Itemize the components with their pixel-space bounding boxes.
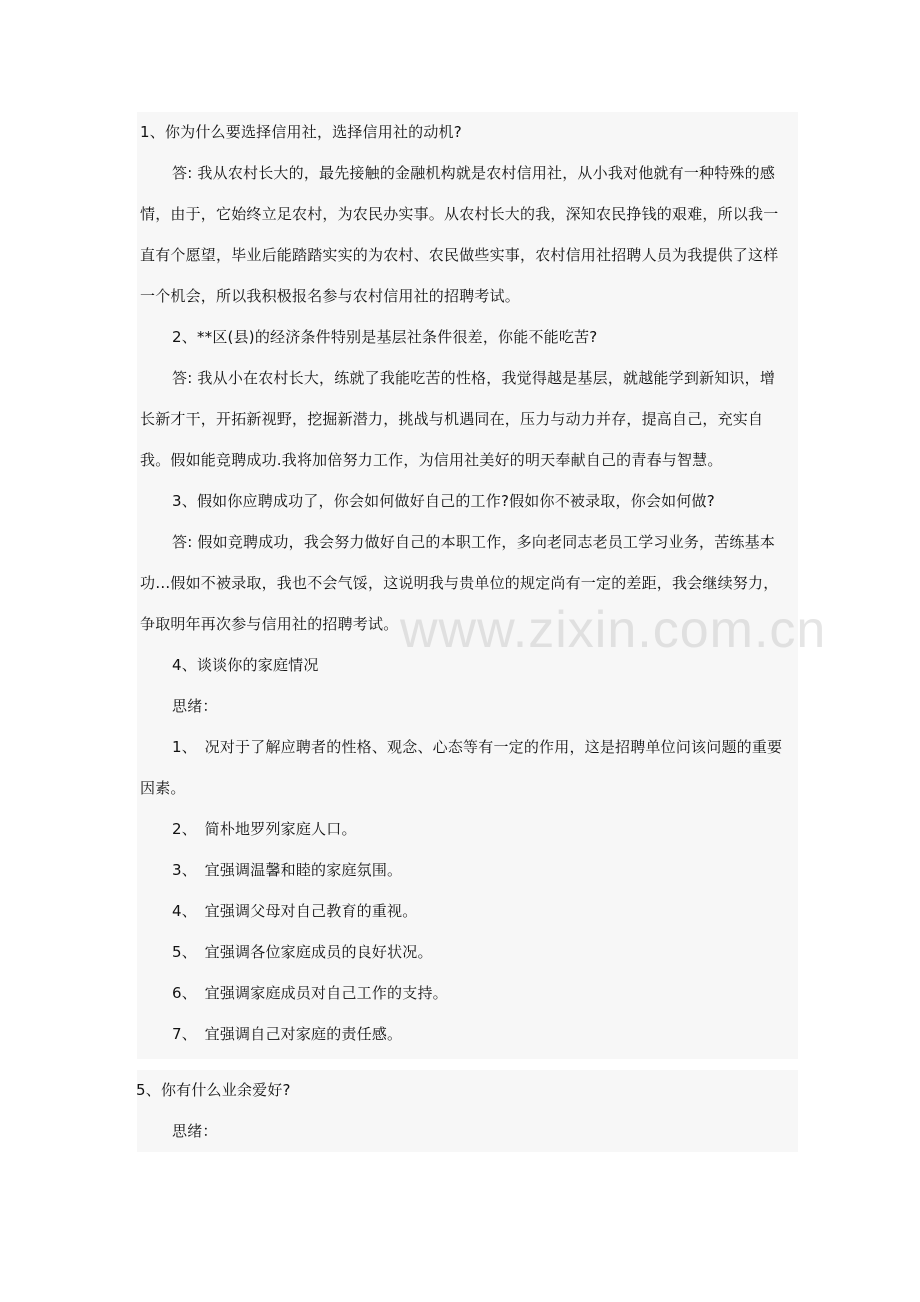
question-3: 3、假如你应聘成功了，你会如何做好自己的工作?假如你不被录取，你会如何做? xyxy=(172,492,715,510)
document-body xyxy=(137,112,798,1059)
list-item: 6、 宜强调家庭成员对自己工作的支持。 xyxy=(172,984,448,1002)
list-item: 2、 简朴地罗列家庭人口。 xyxy=(172,820,357,838)
answer-1: 答: 我从农村长大的，最先接触的金融机构就是农村信用社，从小我对他就有一种特殊的感情，由于，它始终立足农村，为农民办实事。从农村长大的我，深知农民挣钱的艰难，所以我一直有个愿望，毕业后能踏踏实实的为农村、农民做些实事，农村信用社招聘人员为我提供了这样一个机会，所以我积极报名参与农村信用社的招聘考试。 xyxy=(140,164,779,305)
question-2: 2、**区(县)的经济条件特别是基层社条件很差，你能不能吃苦? xyxy=(172,328,598,346)
answer-2: 答: 我从小在农村长大，练就了我能吃苦的性格，我觉得越是基层，就越能学到新知识，增长新才干，开拓新视野，挖掘新潜力，挑战与机遇同在，压力与动力并存，提高自己，充实自我。假如能竞聘成功.我将加倍努力工作，为信用社美好的明天奉献自己的青春与智慧。 xyxy=(140,369,776,469)
question-4: 4、谈谈你的家庭情况 xyxy=(172,656,319,674)
list-item: 3、 宜强调温馨和睦的家庭氛围。 xyxy=(172,861,403,879)
thoughts-label-5: 思绪： xyxy=(172,1122,218,1140)
list-item: 4、 宜强调父母对自己教育的重视。 xyxy=(172,902,418,920)
list-item: 1、 况对于了解应聘者的性格、观念、心态等有一定的作用，这是招聘单位问该问题的重要因素。 xyxy=(140,738,783,797)
watermark: www.zixin.com.cn xyxy=(400,601,827,659)
list-item: 5、 宜强调各位家庭成员的良好状况。 xyxy=(172,943,433,961)
thoughts-label-4: 思绪： xyxy=(172,697,218,715)
list-item: 7、 宜强调自己对家庭的责任感。 xyxy=(172,1025,403,1043)
question-5: 5、你有什么业余爱好? xyxy=(136,1081,291,1099)
answer-3: 答: 假如竞聘成功，我会努力做好自己的本职工作，多向老同志老员工学习业务，苦练基本功…假如不被录取，我也不会气馁，这说明我与贵单位的规定尚有一定的差距，我会继续努力，争取明年再次参与信用社的招聘考试。 xyxy=(140,533,779,633)
document-body-tail xyxy=(137,1070,798,1152)
question-1: 1、你为什么要选择信用社，选择信用社的动机? xyxy=(140,123,462,141)
